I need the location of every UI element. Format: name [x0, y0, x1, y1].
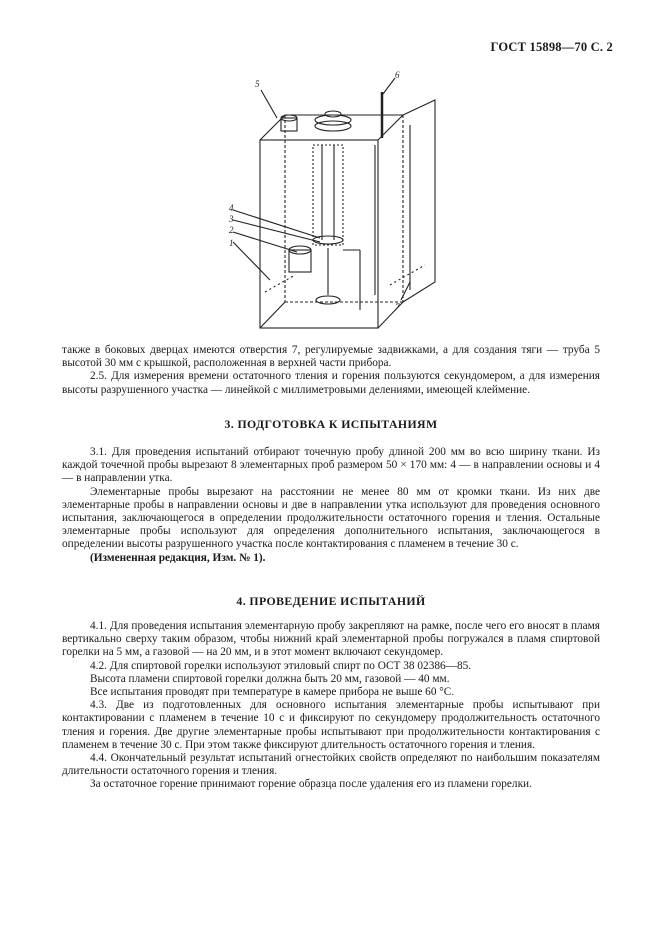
apparatus-figure — [225, 70, 440, 332]
callout-4: 4 — [229, 203, 234, 213]
paragraph: 4.4. Окончательный результат испытаний огнестойких свойств определяют по наибольшим показателям длительности остаточного горения и тления. — [62, 752, 600, 778]
amendment-note: (Измененная редакция, Изм. № 1). — [90, 551, 266, 564]
paragraph: также в боковых дверцах имеются отверстия 7, регулируемые задвижками, а для создания тяги — труба 5 высотой 30 мм с крышкой, расположенная в верхней части прибора. — [62, 344, 600, 370]
apparatus-drawing — [225, 70, 440, 332]
callout-7: 7 — [395, 302, 400, 312]
paragraph: За остаточное горение принимают горение образца после удаления его из пламени горелки. — [90, 778, 532, 791]
page-header: ГОСТ 15898—70 С. 2 — [490, 40, 613, 54]
callout-5: 5 — [255, 79, 260, 89]
section-3-body — [62, 446, 600, 565]
paragraph: 4.2. Для спиртовой горелки используют этиловый спирт по ОСТ 38 02386—85. — [90, 659, 472, 672]
callout-1: 1 — [229, 238, 234, 248]
paragraph: 4.3. Две из подготовленных для основного испытания элементарные пробы испытывают при контактировании с пламенем в течение 10 с и фиксируют по секундомеру продолжительность остаточного тления и горения. Две другие элементарные пробы испытывают при продолжительности контактирования с пламенем в течение 30 с. При этом также фиксируют длительность остаточного горения и тления. — [62, 699, 600, 751]
section-4-body — [62, 620, 600, 792]
callout-2: 2 — [229, 225, 234, 235]
paragraph: 3.1. Для проведения испытаний отбирают точечную пробу длиной 200 мм во всю ширину ткани. Из каждой точечной пробы вырезают 8 элементарных проб размером 50 × 170 мм: 4 — в направлении основы и 4 — в направлении утка. — [62, 446, 600, 485]
callout-3: 3 — [229, 214, 234, 224]
paragraph: 4.1. Для проведения испытания элементарную пробу закрепляют на рамке, после чего его вносят в пламя вертикально сверху таким образом, чтобы нижний край элементарной пробы погружался в пламя спиртовой горелки на 5 мм, а газовой — на 20 мм, и в этот момент включают секундомер. — [62, 620, 600, 659]
paragraph: Элементарные пробы вырезают на расстоянии не менее 80 мм от кромки ткани. Из них две элементарные пробы в направлении основы и две в направлении утка используют для проведения основного испытания, заключающегося в определении продолжительности остаточного горения и тления. Остальные элементарные пробы используют для определения дополнительного испытания, заключающегося в определении высоты разрушенного участка после контактирования с пламенем в течение 30 с. — [62, 485, 600, 551]
paragraph: Все испытания проводят при температуре в камере прибора не выше 60 °С. — [90, 686, 455, 699]
side-door — [403, 100, 435, 302]
section-4-title: 4. ПРОВЕДЕНИЕ ИСПЫТАНИЙ — [236, 594, 426, 608]
text-block-top — [62, 344, 600, 397]
paragraph: 2.5. Для измерения времени остаточного тления и горения пользуются секундомером, а для измерения высоты разрушенного участка — линейкой с миллиметровыми делениями, имеющей клеймение. — [62, 370, 600, 396]
callout-6: 6 — [395, 70, 400, 80]
paragraph: Высота пламени спиртовой горелки должна быть 20 мм, газовой — 40 мм. — [90, 672, 450, 685]
section-3-title: 3. ПОДГОТОВКА К ИСПЫТАНИЯМ — [224, 417, 438, 431]
